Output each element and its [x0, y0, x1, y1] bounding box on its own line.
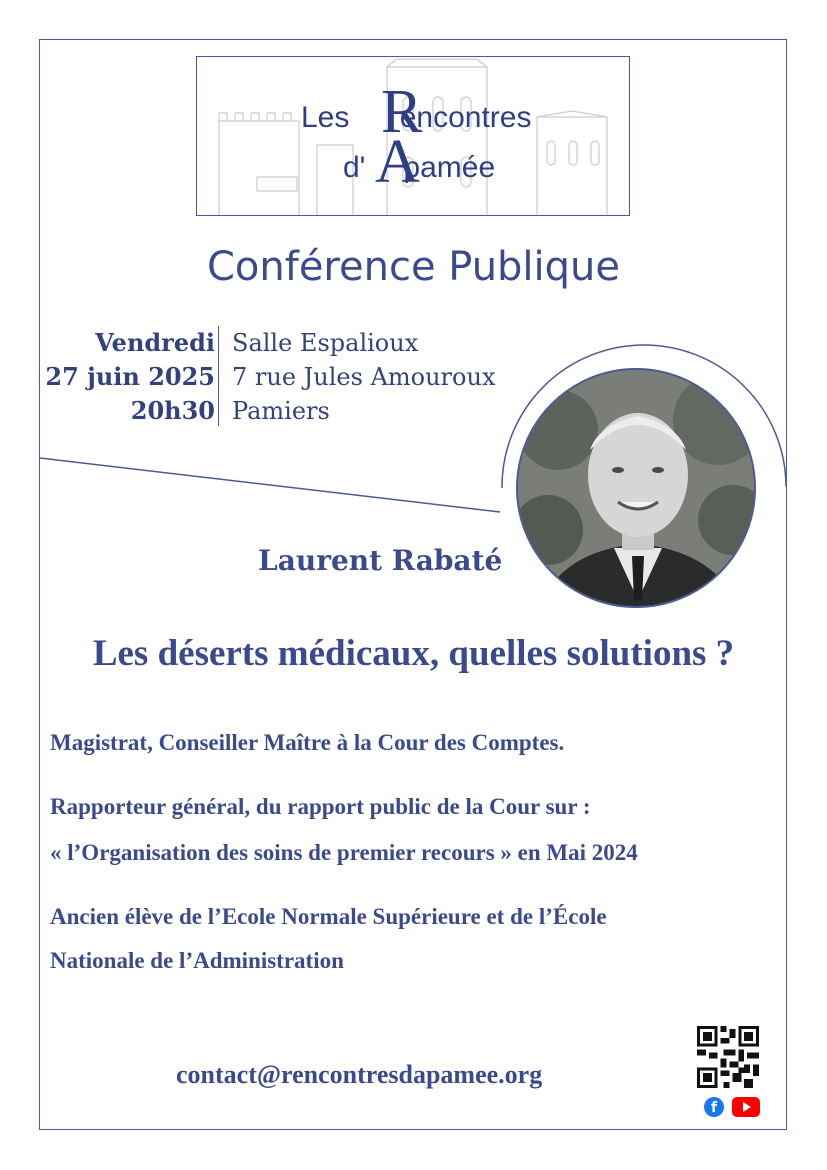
logo-line1	[301, 101, 531, 135]
info-divider	[218, 326, 219, 426]
speaker-bio-line: Nationale de l’Administration	[50, 948, 344, 973]
page-title: Conférence Publique	[206, 244, 621, 290]
event-datetime	[45, 326, 215, 428]
event-city: Pamiers	[232, 397, 330, 425]
speaker-portrait-icon	[518, 370, 756, 608]
youtube-icon[interactable]	[732, 1097, 760, 1117]
logo-big-a: A	[375, 128, 420, 196]
event-day: Vendredi	[95, 328, 215, 357]
speaker-name: Laurent Rabaté	[258, 544, 503, 577]
event-location	[232, 326, 495, 428]
logo-encontres: encontres	[399, 101, 532, 134]
event-date: 27 juin 2025	[45, 362, 215, 391]
speaker-photo	[516, 368, 756, 608]
contact-email-link[interactable]: contact@rencontresdapamee.org	[176, 1060, 543, 1089]
logo	[196, 56, 630, 216]
facebook-icon[interactable]: f	[704, 1097, 724, 1117]
speaker-bio-line: Rapporteur général, du rapport public de la Cour sur :	[50, 794, 591, 819]
speaker-bio-line: Magistrat, Conseiller Maître à la Cour des Comptes.	[50, 730, 565, 755]
event-time: 20h30	[130, 396, 215, 425]
qr-code-icon[interactable]	[697, 1026, 759, 1088]
logo-les: Les	[301, 101, 358, 134]
logo-line2	[343, 151, 495, 185]
event-venue: Salle Espalioux	[232, 329, 419, 357]
event-street: 7 rue Jules Amouroux	[232, 363, 496, 391]
speaker-bio-line: Ancien élève de l’Ecole Normale Supérieure et de l’École	[50, 904, 607, 929]
speaker-bio-line: « l’Organisation des soins de premier recours » en Mai 2024	[50, 840, 638, 865]
logo-pamee: pamée	[403, 151, 496, 184]
conference-topic: Les déserts médicaux, quelles solutions ?	[92, 633, 735, 674]
logo-big-r: R	[381, 78, 423, 146]
logo-d: d'	[343, 151, 366, 184]
